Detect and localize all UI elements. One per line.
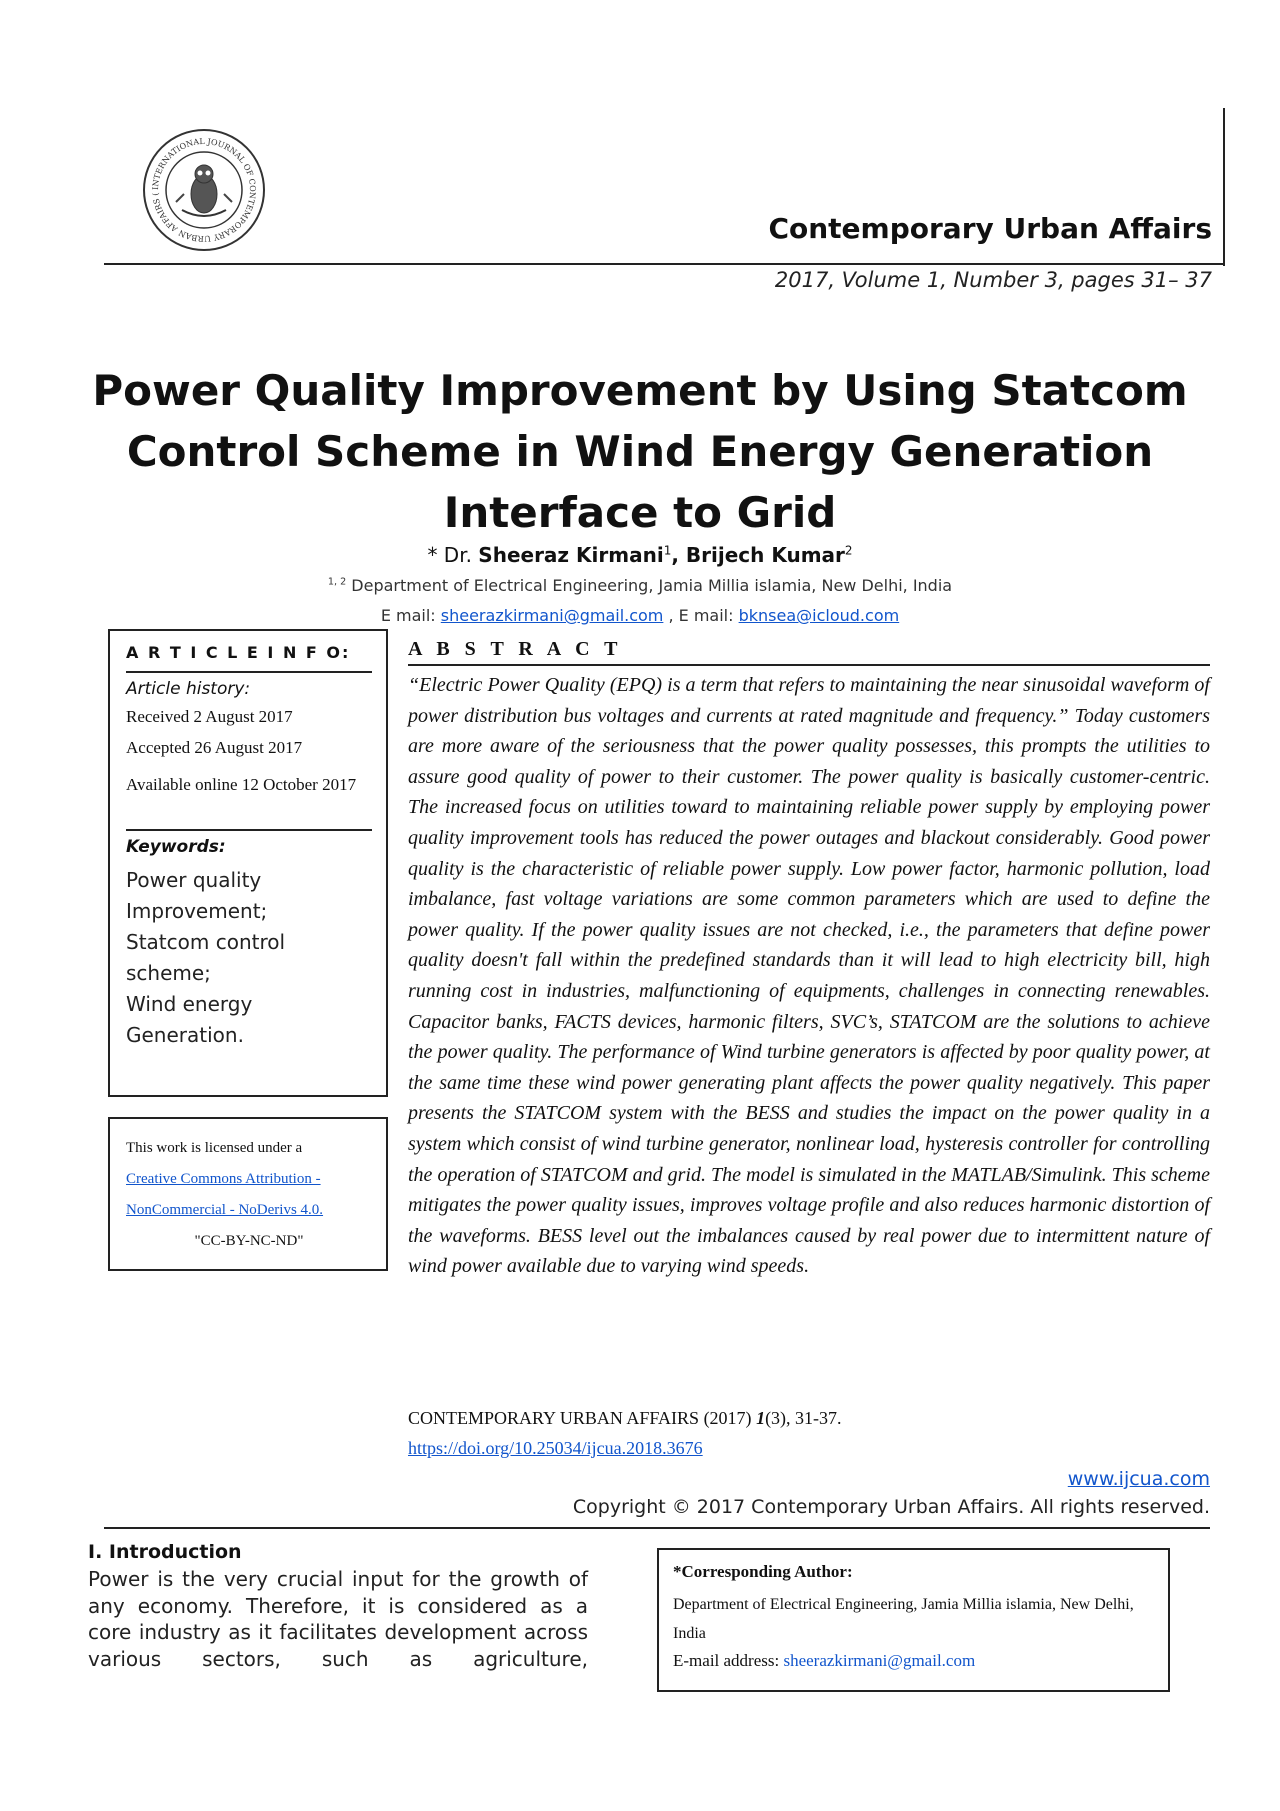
- citation-volume: 1: [756, 1408, 766, 1428]
- author-separator: ,: [671, 543, 686, 567]
- email-line: [80, 606, 1200, 625]
- journal-name: Contemporary Urban Affairs: [768, 212, 1212, 245]
- email-separator: , E mail:: [663, 606, 739, 625]
- history-label: Article history:: [126, 679, 251, 699]
- doi-link[interactable]: https://doi.org/10.25034/ijcua.2018.3676: [408, 1438, 703, 1458]
- author-email-link-1[interactable]: sheerazkirmani@gmail.com: [440, 606, 664, 625]
- info-divider: [126, 829, 372, 831]
- introduction-text: Power is the very crucial input for the growth of any economy. Therefore, it is considered as a core industry as it facilitates development across various sectors, such as agriculture,: [88, 1567, 588, 1671]
- introduction-heading: I. Introduction: [88, 1541, 242, 1563]
- license-box: [108, 1117, 388, 1271]
- corresponding-author-heading: *Corresponding Author:: [673, 1562, 853, 1581]
- keywords-label: Keywords:: [126, 837, 226, 857]
- citation-line: [408, 1408, 842, 1429]
- header-vertical-rule: [1223, 108, 1225, 266]
- keywords-list: [126, 865, 372, 1051]
- citation-suffix: (3), 31-37.: [765, 1408, 842, 1428]
- abstract-body: “Electric Power Quality (EPQ) is a term that refers to maintaining the near sinusoidal waveform of power distribution bus voltages and currents at rated magnitude and frequency.” Today customers are more aware of the seriousness that the power quality possesses, this prompts the utilities to assure good quality of power to their customer. The power quality is basically customer-centric. The increased focus on utilities toward to maintaining reliable power supply by employing power quality improvement tools has reduced the power outages and blackout considerably. Good power quality is the characteristic of reliable power supply. Low power factor, harmonic pollution, load imbalance, fast voltage variations are some common parameters which are used to define the power quality. If the power quality issues are not checked, i.e., the parameters that define power quality doesn't fall within the predefined standards than it will lead to high electricity bill, high running cost in industries, malfunctioning of equipments, challenges in connecting renewables. Capacitor banks, FACTS devices, harmonic filters, SVC’s, STATCOM are the solutions to achieve the power quality. The performance of Wind turbine generators is affected by poor quality power, at the same time these wind power generating plant affects the power quality negatively. This paper presents the STATCOM system with the BESS and studies the impact on the power quality in a system which consist of wind turbine generator, nonlinear load, hysteresis controller for controlling the operation of STATCOM and grid. The model is simulated in the MATLAB/Simulink. This scheme mitigates the power quality issues, improves voltage profile and also reduces harmonic distortion of the waveforms. BESS level out the imbalances caused by real power due to intermittent nature of wind power available due to varying wind speeds.: [408, 674, 1210, 1278]
- journal-seal-logo: [142, 128, 266, 252]
- author-2: Brijech Kumar: [685, 543, 845, 567]
- license-link[interactable]: Creative Commons Attribution -: [126, 1171, 321, 1187]
- svg-text:INTERNATIONAL JOURNAL OF CONTE: INTERNATIONAL JOURNAL OF CONTEMPORARY URBAN AFFAIRS (: [150, 136, 258, 244]
- volume-line: 2017, Volume 1, Number 3, pages 31– 37: [774, 268, 1212, 292]
- journal-website-link[interactable]: www.ijcua.com: [1067, 1468, 1210, 1490]
- affiliation: Department of Electrical Engineering, Jamia Millia islamia, New Delhi, India: [351, 576, 953, 595]
- abstract-rule: [408, 664, 1210, 666]
- email-label-1: E mail:: [380, 606, 441, 625]
- affiliation-line: [80, 576, 1200, 595]
- license-text-block: [126, 1133, 372, 1257]
- copyright-notice: Copyright © 2017 Contemporary Urban Affairs. All rights reserved.: [572, 1496, 1210, 1518]
- footer-rule: [104, 1527, 1210, 1529]
- author-email-link-2[interactable]: bknsea@icloud.com: [738, 606, 900, 625]
- email-address-label: E-mail address:: [673, 1651, 784, 1670]
- header-rule: [104, 263, 1224, 265]
- corresponding-author-email-line: [673, 1651, 975, 1671]
- license-code: "CC-BY-NC-ND": [194, 1233, 304, 1249]
- article-info-box: [108, 629, 388, 1097]
- keyword: Statcom control scheme;: [126, 930, 286, 985]
- paper-title: Power Quality Improvement by Using Statcom Control Scheme in Wind Energy Generation Interface to Grid: [92, 366, 1188, 537]
- corresponding-author-department: Department of Electrical Engineering, Jamia Millia islamia, New Delhi, India: [673, 1596, 1134, 1642]
- keyword: Power quality Improvement;: [126, 868, 268, 923]
- corresponding-author-email[interactable]: sheerazkirmani@gmail.com: [783, 1651, 976, 1670]
- available-date: Available online 12 October 2017: [126, 775, 357, 794]
- keyword: Wind energy Generation.: [126, 992, 253, 1047]
- license-text: This work is licensed under a: [126, 1140, 303, 1156]
- author-2-sup: 2: [844, 543, 853, 558]
- author-1: Sheeraz Kirmani: [478, 543, 664, 567]
- license-link[interactable]: NonCommercial - NoDerivs 4.0.: [126, 1202, 324, 1218]
- author-1-sup: 1: [663, 543, 672, 558]
- received-date: Received 2 August 2017: [126, 707, 293, 726]
- corresponding-author-box: [657, 1548, 1170, 1692]
- citation-prefix: CONTEMPORARY URBAN AFFAIRS (2017): [408, 1408, 757, 1428]
- info-divider: [126, 671, 372, 673]
- article-info-heading: A R T I C L E I N F O:: [126, 643, 351, 662]
- affiliation-sup: 1, 2: [327, 576, 347, 588]
- author-line: [80, 543, 1200, 567]
- author-prefix: * Dr.: [427, 543, 479, 567]
- abstract-heading: A B S T R A C T: [408, 638, 623, 660]
- accepted-date: Accepted 26 August 2017: [126, 738, 303, 757]
